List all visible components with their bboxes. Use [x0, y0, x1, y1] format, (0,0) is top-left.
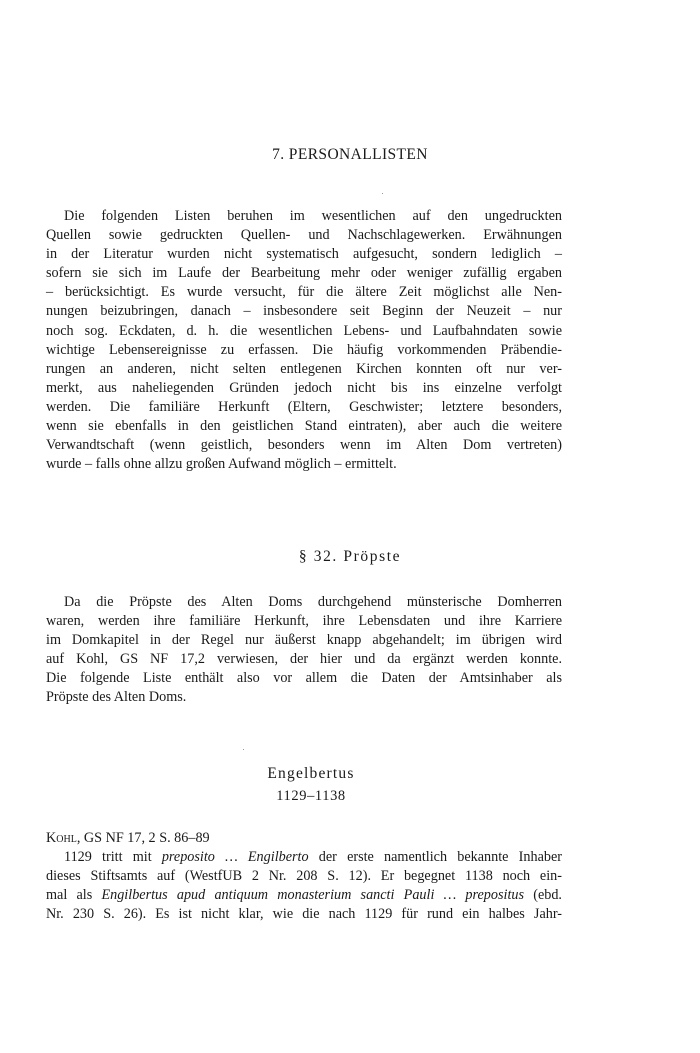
section-heading: § 32. Pröpste — [298, 548, 402, 565]
intro-line: sofern sie sich im Laufe der Bearbeitung mehr oder weniger zufällig ergaben — [46, 265, 562, 282]
reference-text: , GS NF 17, 2 S. 86–89 — [76, 830, 210, 846]
section-line: auf Kohl, GS NF 17,2 verwiesen, der hier und da ergänzt werden konnte. — [46, 651, 562, 668]
section-line: Pröpste des Alten Doms. — [46, 689, 187, 706]
intro-line: nungen beizubringen, danach – insbesondere seit Beginn der Neuzeit – nur — [46, 303, 562, 320]
entry-text: (ebd. — [524, 887, 562, 904]
entry-quote: preposito … Engilberto — [161, 849, 309, 866]
intro-line: wichtige Lebensereignisse zu erfassen. Die häufig vorkommenden Präbendie- — [46, 341, 562, 358]
intro-line: wenn sie ebenfalls in den geistlichen Stand eintraten), aber auch die weitere — [46, 418, 562, 435]
person-entry — [46, 829, 562, 924]
entry-line: Nr. 230 S. 26). Es ist nicht klar, wie die nach 1129 für rund ein halbes Jahr- — [46, 906, 562, 923]
person-dates: 1129–1138 — [276, 788, 346, 804]
entry-text: 1129 tritt mit — [64, 849, 162, 866]
person-name: Engelbertus — [267, 765, 355, 782]
chapter-title: 7. PERSONALLISTEN — [272, 146, 428, 163]
intro-paragraph — [46, 207, 562, 474]
entry-text: mal als — [46, 887, 102, 904]
intro-line: in der Literatur wurden nicht systematisch aufgesucht, sondern lediglich – — [46, 246, 562, 263]
entry-line: dieses Stiftsamts auf (WestfUB 2 Nr. 208 S. 12). Er begegnet 1138 noch ein- — [46, 868, 562, 885]
reference-line — [46, 829, 562, 848]
section-line: Da die Pröpste des Alten Doms durchgehend münsterische Domherren — [64, 594, 562, 610]
intro-line: merkt, aus naheliegenden Gründen jedoch nicht bis ins einzelne verfolgt — [46, 379, 562, 396]
separator-mark — [243, 749, 244, 750]
intro-line: Die folgenden Listen beruhen im wesentlichen auf den ungedruckten — [64, 208, 562, 224]
reference-author: Kohl — [46, 830, 77, 846]
entry-line — [46, 848, 562, 867]
intro-line: noch sog. Eckdaten, d. h. die wesentlichen Lebens- und Laufbahndaten sowie — [46, 322, 562, 339]
intro-line: rungen an anderen, nicht selten entlegenen Kirchen konnten oft nur ver- — [46, 360, 562, 377]
section-line: waren, werden ihre familiäre Herkunft, ihre Lebensdaten und ihre Karriere — [46, 613, 562, 630]
separator-mark — [382, 193, 383, 194]
intro-line: wurde – falls ohne allzu großen Aufwand möglich – ermittelt. — [46, 456, 397, 473]
entry-text: der erste namentlich bekannte Inhaber — [308, 849, 562, 866]
intro-line: Verwandtschaft (wenn geistlich, besonders wenn im Alten Dom vertreten) — [46, 437, 562, 454]
section-line: im Domkapitel in der Regel nur äußerst knapp abgehandelt; im übrigen wird — [46, 632, 562, 649]
intro-line: Quellen sowie gedruckten Quellen- und Nachschlagewerken. Erwähnungen — [46, 227, 562, 244]
entry-quote: Engilbertus apud antiquum monasterium sancti Pauli … prepositus — [101, 887, 525, 904]
entry-line — [46, 886, 562, 905]
intro-line: – berücksichtigt. Es wurde versucht, für die ältere Zeit möglichst alle Nen- — [46, 284, 562, 301]
section-paragraph — [46, 593, 562, 708]
section-line: Die folgende Liste enthält also vor allem die Daten der Amtsinhaber als — [46, 670, 562, 687]
intro-line: werden. Die familiäre Herkunft (Eltern, Geschwister; letztere besonders, — [46, 398, 562, 415]
